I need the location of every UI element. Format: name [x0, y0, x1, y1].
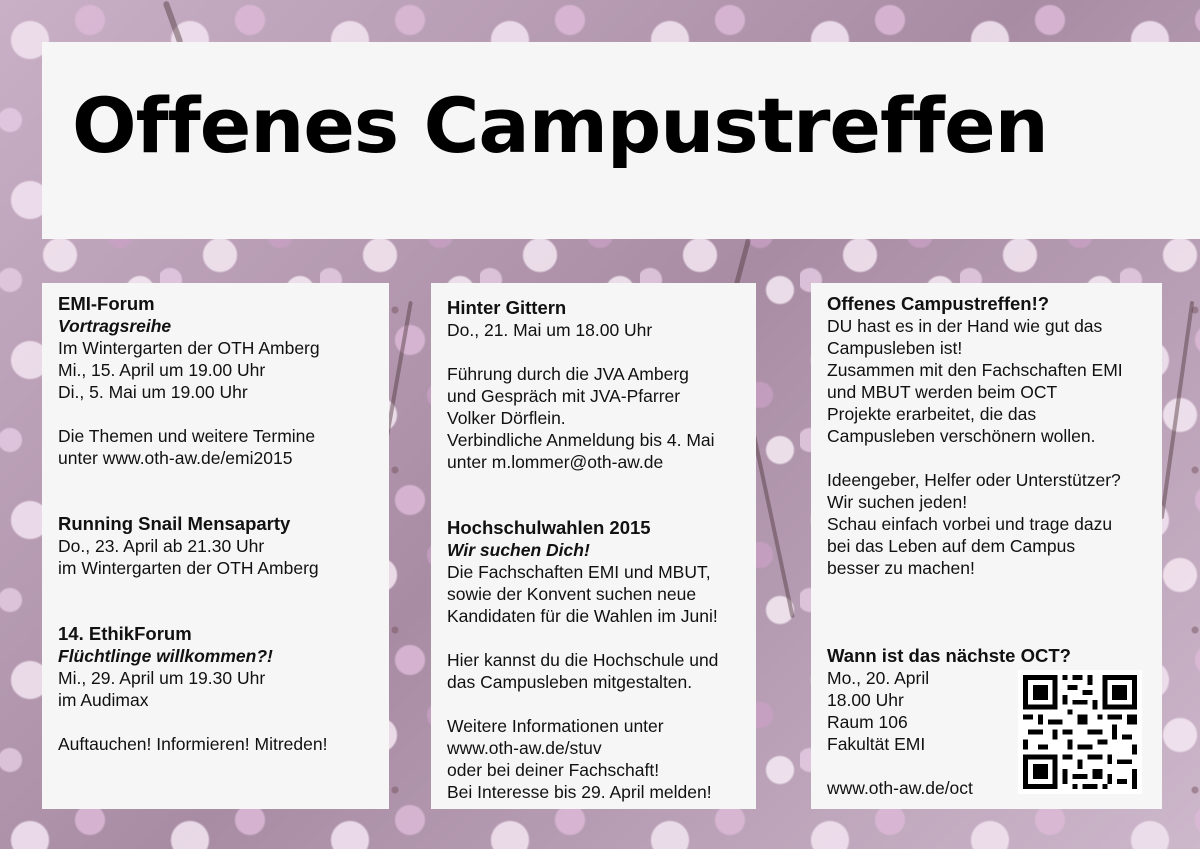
oct-heading: Offenes Campustreffen!?: [827, 293, 1050, 314]
oct-line: Schau einfach vorbei und trage dazu: [827, 514, 1113, 534]
hochschulwahlen-line: www.oth-aw.de/stuv: [447, 738, 602, 758]
ethikforum-line: Mi., 29. April um 19.30 Uhr: [58, 668, 266, 688]
jva-line: Do., 21. Mai um 18.00 Uhr: [447, 320, 653, 340]
emi-forum-subtitle: Vortragsreihe: [58, 316, 172, 336]
oct-line: besser zu machen!: [827, 558, 975, 578]
ethikforum-heading: 14. EthikForum: [58, 623, 192, 644]
ethikforum-line: Auftauchen! Informieren! Mitreden!: [58, 734, 328, 754]
hochschulwahlen-line: Die Fachschaften EMI und MBUT,: [447, 562, 711, 582]
emi-forum-line: Di., 5. Mai um 19.00 Uhr: [58, 382, 248, 402]
next-oct-line: 18.00 Uhr: [827, 690, 904, 710]
oct-link[interactable]: www.oth-aw.de/oct: [827, 778, 973, 798]
emi-forum-line: Im Wintergarten der OTH Amberg: [58, 338, 320, 358]
emi-forum-line: unter www.oth-aw.de/emi2015: [58, 448, 293, 468]
jva-line: Führung durch die JVA Amberg: [447, 364, 689, 384]
next-oct-heading: Wann ist das nächste OCT?: [827, 645, 1071, 666]
hochschulwahlen-line: oder bei deiner Fachschaft!: [447, 760, 660, 780]
mensaparty-heading: Running Snail Mensaparty: [58, 513, 291, 534]
oct-line: Campusleben verschönern wollen.: [827, 426, 1096, 446]
oct-line: Projekte erarbeitet, die das: [827, 404, 1037, 424]
hochschulwahlen-line: das Campusleben mitgestalten.: [447, 672, 693, 692]
jva-line: und Gespräch mit JVA-Pfarrer: [447, 386, 681, 406]
jva-line: unter m.lommer@oth-aw.de: [447, 452, 664, 472]
mensaparty-line: im Wintergarten der OTH Amberg: [58, 558, 319, 578]
hochschulwahlen-line: Bei Interesse bis 29. April melden!: [447, 782, 712, 802]
next-oct-line: Fakultät EMI: [827, 734, 926, 754]
next-oct-line: Mo., 20. April: [827, 668, 930, 688]
oct-line: und MBUT werden beim OCT: [827, 382, 1058, 402]
oct-line: DU hast es in der Hand wie gut das: [827, 316, 1103, 336]
hochschulwahlen-line: Weitere Informationen unter: [447, 716, 664, 736]
ethikforum-line: im Audimax: [58, 690, 149, 710]
hochschulwahlen-subtitle: Wir suchen Dich!: [447, 540, 590, 560]
hochschulwahlen-line: sowie der Konvent suchen neue: [447, 584, 697, 604]
ethikforum-subtitle: Flüchtlinge willkommen?!: [58, 646, 273, 666]
events-column-1: [42, 283, 389, 809]
hochschulwahlen-heading: Hochschulwahlen 2015: [447, 517, 651, 538]
hochschulwahlen-line: Hier kannst du die Hochschule und: [447, 650, 719, 670]
oct-line: Ideengeber, Helfer oder Unterstützer?: [827, 470, 1121, 490]
oct-line: Zusammen mit den Fachschaften EMI: [827, 360, 1123, 380]
next-oct-line: Raum 106: [827, 712, 908, 732]
events-column-2: [431, 283, 756, 809]
emi-forum-line: Die Themen und weitere Termine: [58, 426, 316, 446]
oct-line: Wir suchen jeden!: [827, 492, 968, 512]
qr-code-icon: [1018, 670, 1142, 794]
mensaparty-line: Do., 23. April ab 21.30 Uhr: [58, 536, 265, 556]
oct-line: Campusleben ist!: [827, 338, 963, 358]
jva-line: Volker Dörflein.: [447, 408, 566, 428]
jva-heading: Hinter Gittern: [447, 297, 567, 318]
page-title: Offenes Campustreffen: [72, 81, 1048, 170]
hochschulwahlen-line: Kandidaten für die Wahlen im Juni!: [447, 606, 718, 626]
emi-forum-line: Mi., 15. April um 19.00 Uhr: [58, 360, 266, 380]
emi-forum-heading: EMI-Forum: [58, 293, 155, 314]
oct-line: bei das Leben auf dem Campus: [827, 536, 1076, 556]
jva-line: Verbindliche Anmeldung bis 4. Mai: [447, 430, 715, 450]
